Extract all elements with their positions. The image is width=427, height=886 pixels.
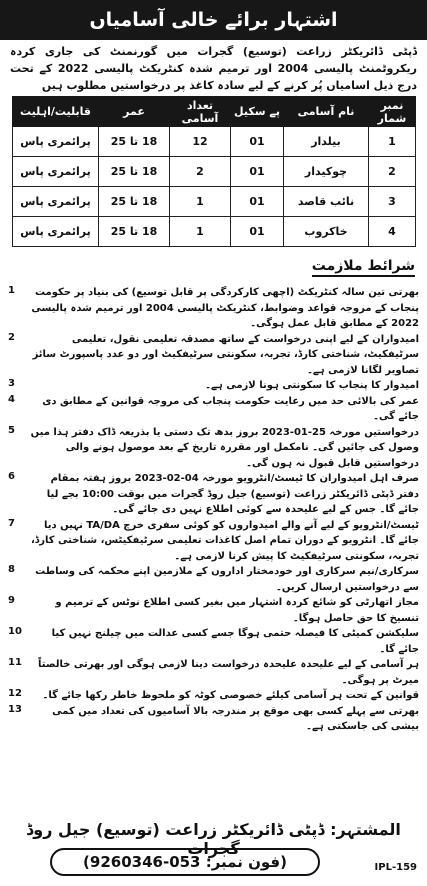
cell-pay-scale: 01 (231, 127, 284, 157)
condition-text: سرکاری/نیم سرکاری اور خودمختار اداروں کے ملازمین اپنے محکمہ کی وساطت سے درخواستیں ارسال کریں۔ (35, 566, 419, 593)
cell-qualification: پرائمری پاس (13, 157, 99, 187)
condition-text: قوانین کے تحت ہر آسامی کیلئے خصوصی کوٹہ کو ملحوظ خاطر رکھا جائے گا۔ (42, 690, 419, 701)
header-post-count: تعداد آسامی (170, 97, 231, 127)
phone-number: (فون نمبر: 053-9260346) (50, 848, 320, 876)
condition-number: 9 (8, 595, 15, 606)
header-serial: نمبر شمار (369, 97, 416, 127)
page-title: اشتہار برائے خالی آسامیاں (0, 0, 427, 40)
cell-pay-scale: 01 (231, 217, 284, 247)
cell-age: 18 تا 25 (99, 157, 170, 187)
vacancies-table (12, 96, 416, 247)
cell-qualification: پرائمری پاس (13, 187, 99, 217)
cell-age: 18 تا 25 (99, 127, 170, 157)
condition-item (8, 688, 419, 704)
cell-post-count: 1 (170, 187, 231, 217)
cell-serial: 4 (369, 217, 416, 247)
condition-item (8, 394, 419, 425)
condition-text: امیدواران کے لیے اپنی درخواست کے ساتھ مصدقہ تعلیمی نقول، تعلیمی سرٹیفکیٹ، شناختی کارڈ، تجربہ، سکونتی سرٹیفکیٹ اور دو عدد پاسپورٹ سائز تصاویر لگانا لازمی ہے۔ (32, 333, 419, 376)
condition-number: 13 (8, 703, 22, 715)
condition-item (8, 425, 419, 472)
cell-qualification: پرائمری پاس (13, 217, 99, 247)
cell-post-count: 12 (170, 127, 231, 157)
condition-text: امیدوار کا پنجاب کا سکونتی ہونا لازمی ہے۔ (205, 380, 419, 391)
cell-serial: 2 (369, 157, 416, 187)
header-post-name: نام آسامی (284, 97, 369, 127)
cell-post-count: 2 (170, 157, 231, 187)
condition-item (8, 332, 419, 379)
condition-text: عمر کی بالائی حد میں رعایت حکومت پنجاب کی مروجہ قوانین کے مطابق دی جائے گی۔ (42, 395, 419, 422)
condition-number: 12 (8, 688, 22, 699)
condition-item (8, 518, 419, 565)
cell-post-count: 1 (170, 217, 231, 247)
cell-serial: 1 (369, 127, 416, 157)
condition-number: 5 (8, 424, 15, 436)
table-header-row (13, 97, 416, 127)
condition-number: 6 (8, 471, 15, 482)
condition-number: 7 (8, 517, 15, 529)
conditions-list (8, 285, 419, 735)
condition-item (8, 564, 419, 595)
cell-pay-scale: 01 (231, 157, 284, 187)
cell-post-name: بیلدار (284, 127, 369, 157)
condition-item (8, 378, 419, 394)
conditions-heading: شرائط ملازمت (312, 258, 415, 277)
header-age: عمر (99, 97, 170, 127)
table-row (13, 217, 416, 247)
condition-item (8, 595, 419, 626)
cell-pay-scale: 01 (231, 187, 284, 217)
reference-code: IPL-159 (374, 862, 417, 873)
condition-text: ہر آسامی کے لیے علیحدہ علیحدہ درخواست دینا لازمی ہوگی اور بھرتی خالصتاً میرٹ پر ہوگی۔ (38, 659, 419, 686)
cell-age: 18 تا 25 (99, 187, 170, 217)
condition-number: 11 (8, 657, 22, 668)
header-pay-scale: پے سکیل (231, 97, 284, 127)
table-row (13, 187, 416, 217)
cell-age: 18 تا 25 (99, 217, 170, 247)
table-row (13, 127, 416, 157)
condition-item (8, 657, 419, 688)
condition-number: 2 (8, 331, 15, 343)
condition-text: صرف اہل امیدواران کا ٹیسٹ/انٹرویو مورخہ 04-02-2023 بروز ہفتہ بمقام دفتر ڈپٹی ڈائریکٹر زراعت (توسیع) جیل روڈ گجرات میں بوقت 10:00 بجے لیا جائے گا۔ جس کے لیے علیحدہ سے کوئی اطلاع نہیں دی جائے گی۔ (46, 473, 419, 515)
condition-number: 1 (8, 285, 15, 296)
cell-post-name: نائب قاصد (284, 187, 369, 217)
cell-serial: 3 (369, 187, 416, 217)
cell-post-name: چوکیدار (284, 157, 369, 187)
cell-qualification: پرائمری پاس (13, 127, 99, 157)
condition-item (8, 471, 419, 518)
condition-item (8, 626, 419, 657)
condition-text: بھرتی سے پہلے کسی بھی موقع پر مندرجہ بالا آسامیوں کی تعداد میں کمی بیشی کی جاسکتی ہے۔ (52, 705, 419, 732)
condition-number: 8 (8, 564, 15, 575)
intro-paragraph: ڈپٹی ڈائریکٹر زراعت (توسیع) گجرات میں گورنمنٹ کی جاری کردہ ریکروٹمنٹ پالیسی 2004 اور ترمیم شدہ کنٹریکٹ پالیسی 2022 کے تحت درج ذیل اسامیاں پُر کرنے کے لیے سادہ کاغذ پر درخواستیں مطلوب ہیں (10, 45, 417, 92)
condition-number: 10 (8, 626, 22, 637)
condition-item (8, 285, 419, 332)
header-qualification: قابلیت/اہلیت (13, 97, 99, 127)
condition-number: 3 (8, 378, 15, 389)
condition-text: درخواستیں مورخہ 25-01-2023 بروز بدھ تک دستی یا بذریعہ ڈاک دفتر ہذا میں وصول کی جائیں گی۔ نامکمل اور مقررہ تاریخ کے بعد موصول ہونے والی درخواستیں قابل قبول نہ ہوں گی۔ (30, 426, 419, 469)
condition-text: مجاز اتھارٹی کو شائع کردہ اشتہار میں بغیر کسی اطلاع نوٹس کے ترمیم و تنسیخ کا حق حاصل ہوگا۔ (55, 597, 419, 624)
cell-post-name: خاکروب (284, 217, 369, 247)
condition-number: 4 (8, 393, 15, 405)
condition-text: ٹیسٹ/انٹرویو کے لیے آنے والے امیدواروں کو کوئی سفری خرچ TA/DA نہیں دیا جائے گا۔ انٹرویو کے دوران تمام اصل کاغذات تعلیمی سرٹیفکیٹس، شناختی کارڈ، تجربہ، سکونتی سرٹیفکیٹ کا پیش کرنا لازمی ہے۔ (30, 519, 419, 562)
condition-item (8, 704, 419, 735)
table-row (13, 157, 416, 187)
condition-text: سلیکشن کمیٹی کا فیصلہ حتمی ہوگا جسے کسی عدالت میں چیلنج نہیں کیا جائے گا۔ (51, 628, 419, 655)
advertiser-line: المشتہر: ڈپٹی ڈائریکٹر زراعت (توسیع) جیل روڈ گجرات (26, 820, 401, 858)
condition-text: بھرتی تین سالہ کنٹریکٹ (اچھی کارکردگی پر قابل توسیع) کی بنیاد پر حکومت پنجاب کے مروجہ قواعد وضوابط، کنٹریکٹ پالیسی 2004 اور ترمیم شدہ پالیسی 2022 کے مطابق قابل عمل ہوگی۔ (31, 287, 419, 329)
